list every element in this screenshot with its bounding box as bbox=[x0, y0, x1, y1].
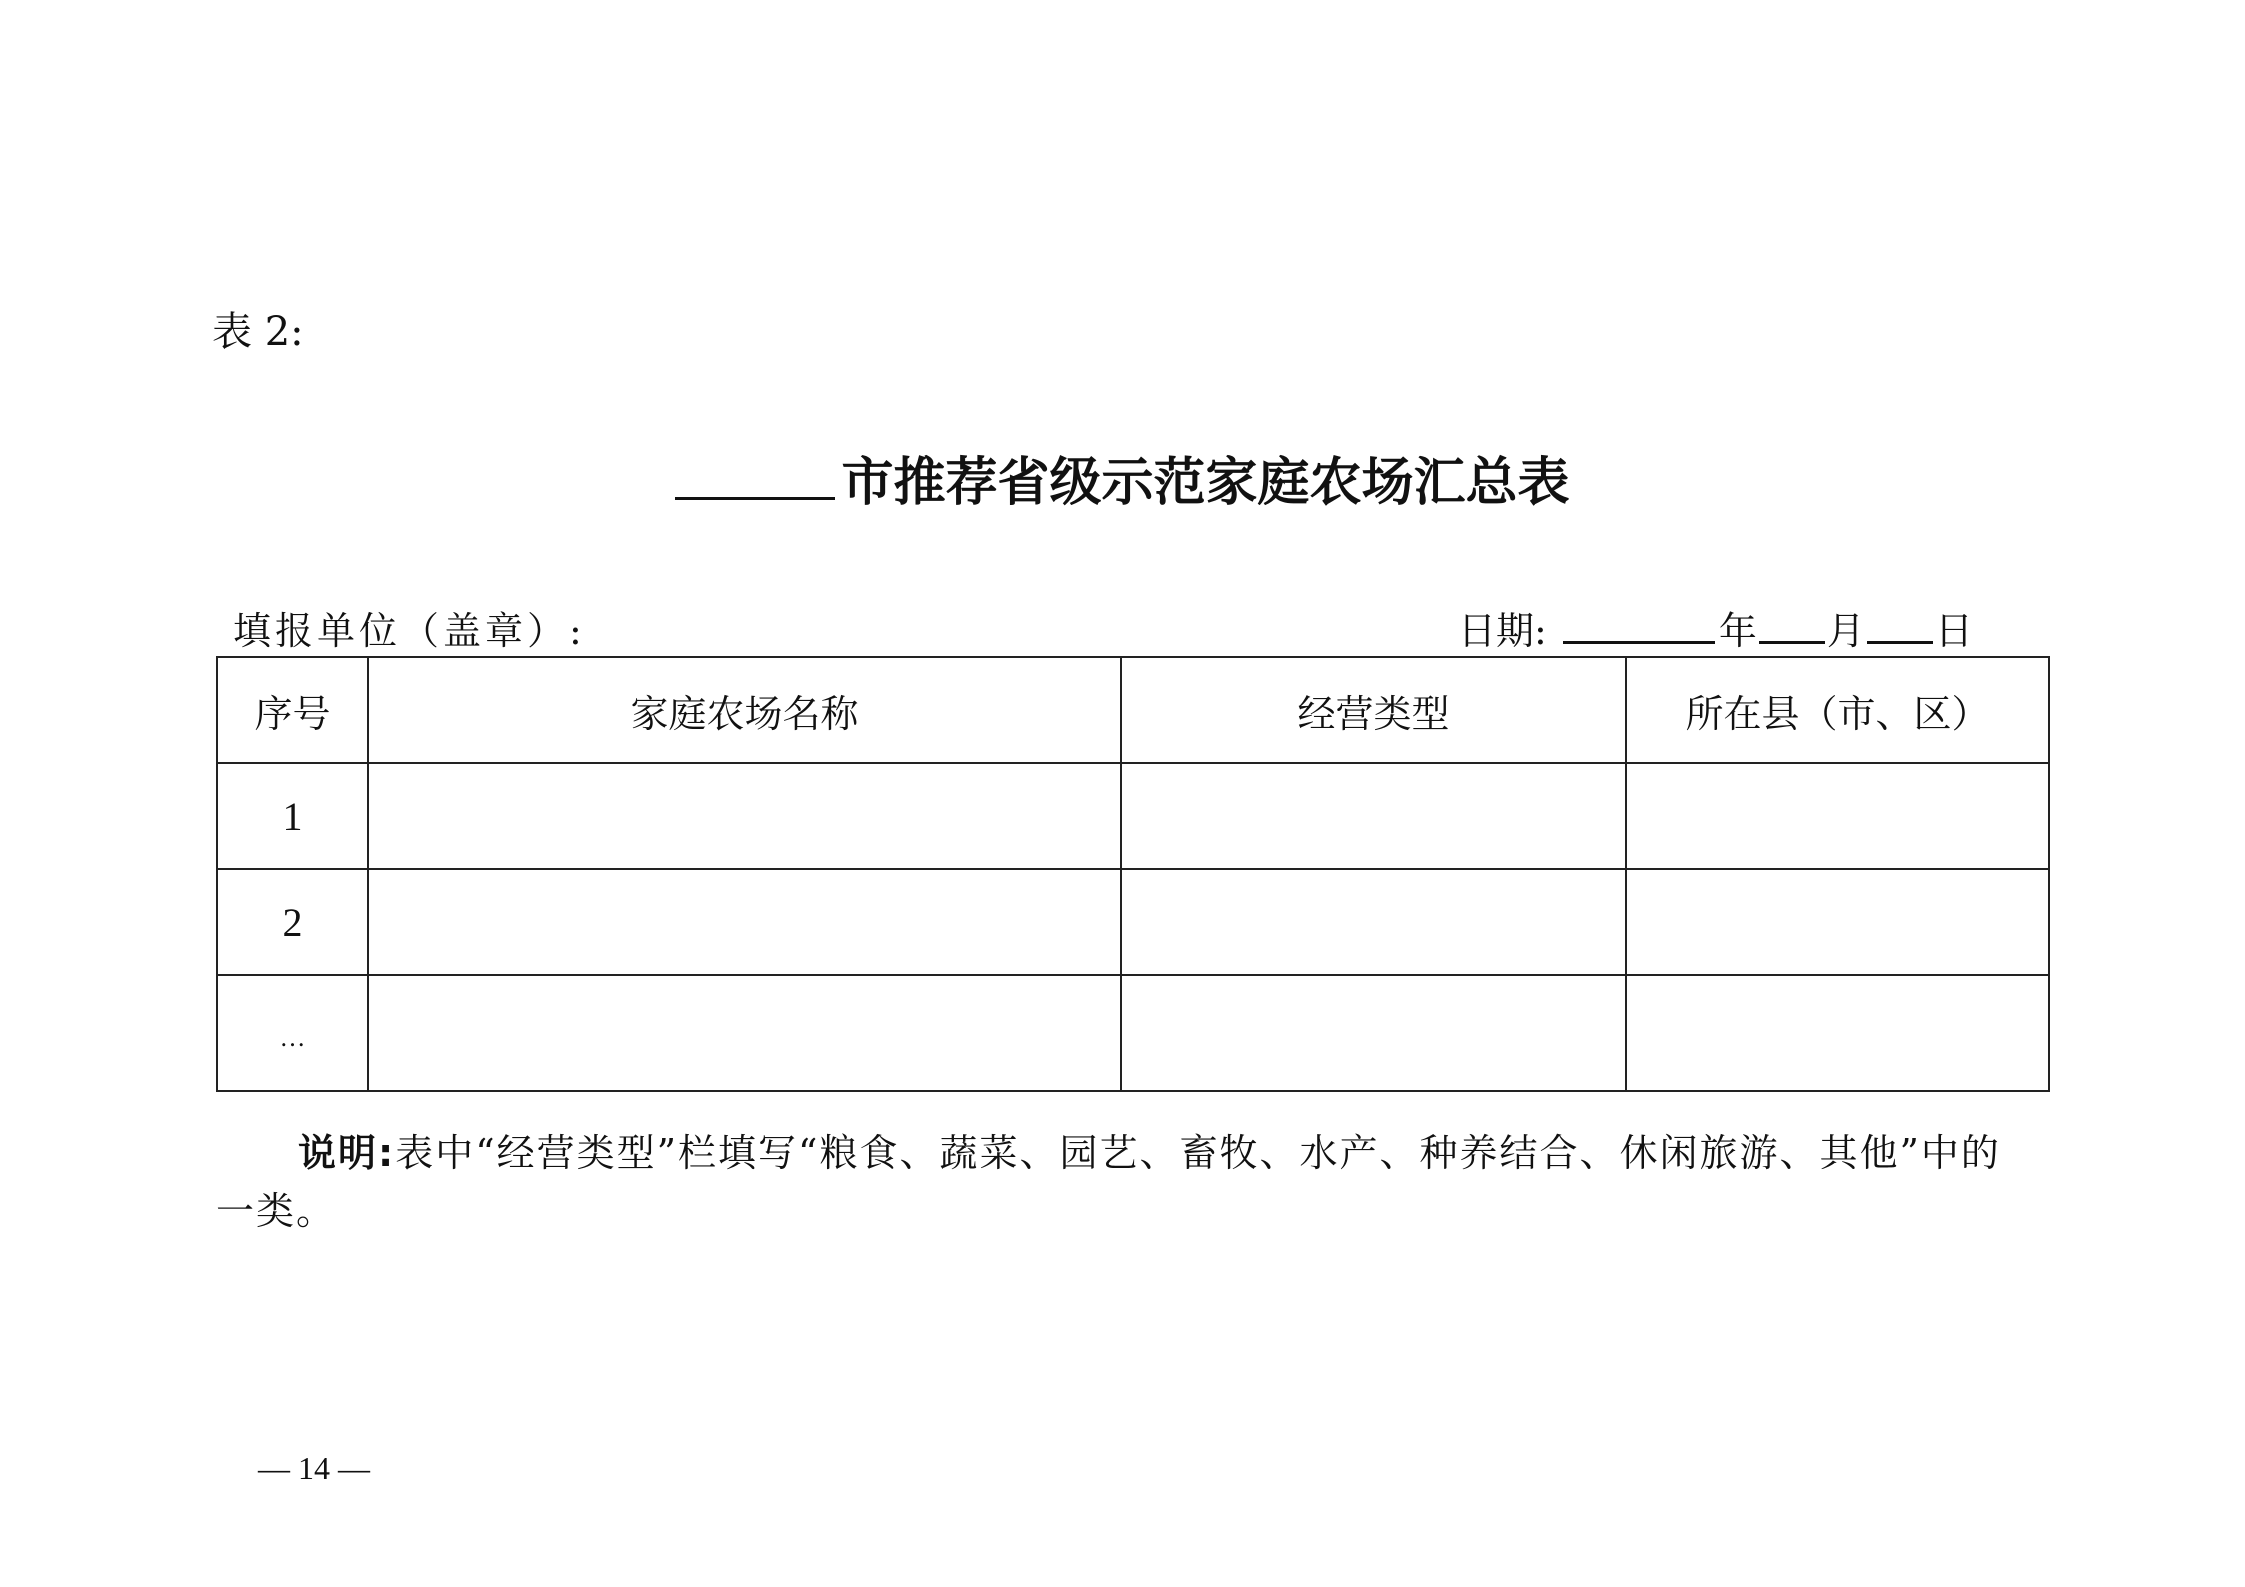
table-row bbox=[217, 869, 2049, 975]
farm-name-cell[interactable] bbox=[368, 869, 1121, 975]
header-index: 序号 bbox=[217, 657, 368, 763]
table-row bbox=[217, 763, 2049, 869]
farm-name-cell[interactable] bbox=[368, 975, 1121, 1091]
month-blank bbox=[1759, 603, 1825, 644]
header-farm-name: 家庭农场名称 bbox=[368, 657, 1121, 763]
county-cell[interactable] bbox=[1626, 975, 2049, 1091]
county-cell[interactable] bbox=[1626, 869, 2049, 975]
page-number: — 14 — bbox=[258, 1450, 370, 1486]
note-text: 表中“经营类型”栏填写“粮食、蔬菜、园艺、畜牧、水产、种养结合、休闲旅游、其他”中的一类。 bbox=[216, 1131, 2001, 1233]
year-blank bbox=[1563, 603, 1715, 644]
explanation-note bbox=[216, 1124, 2036, 1240]
county-cell[interactable] bbox=[1626, 763, 2049, 869]
row-index: … bbox=[217, 975, 368, 1091]
page-title bbox=[0, 440, 2245, 515]
business-type-cell[interactable] bbox=[1121, 763, 1626, 869]
business-type-cell[interactable] bbox=[1121, 975, 1626, 1091]
table-label: 表 2: bbox=[212, 309, 304, 355]
header-business-type: 经营类型 bbox=[1121, 657, 1626, 763]
row-index: 1 bbox=[217, 763, 368, 869]
reporting-unit-label: 填报单位（盖章）: bbox=[233, 609, 586, 653]
month-label: 月 bbox=[1826, 609, 1865, 653]
year-label: 年 bbox=[1718, 609, 1757, 653]
date-label: 日期: bbox=[1458, 609, 1547, 653]
table-row bbox=[217, 975, 2049, 1091]
day-label: 日 bbox=[1934, 609, 1973, 653]
row-index: 2 bbox=[217, 869, 368, 975]
table-header-row bbox=[217, 657, 2049, 763]
date-line bbox=[1458, 600, 1973, 655]
note-label: 说明: bbox=[298, 1131, 396, 1175]
farm-name-cell[interactable] bbox=[368, 763, 1121, 869]
summary-table bbox=[216, 656, 2050, 1092]
title-text: 市推荐省级示范家庭农场汇总表 bbox=[841, 453, 1570, 513]
business-type-cell[interactable] bbox=[1121, 869, 1626, 975]
header-county: 所在县（市、区） bbox=[1626, 657, 2049, 763]
city-blank bbox=[675, 445, 835, 500]
day-blank bbox=[1867, 603, 1933, 644]
